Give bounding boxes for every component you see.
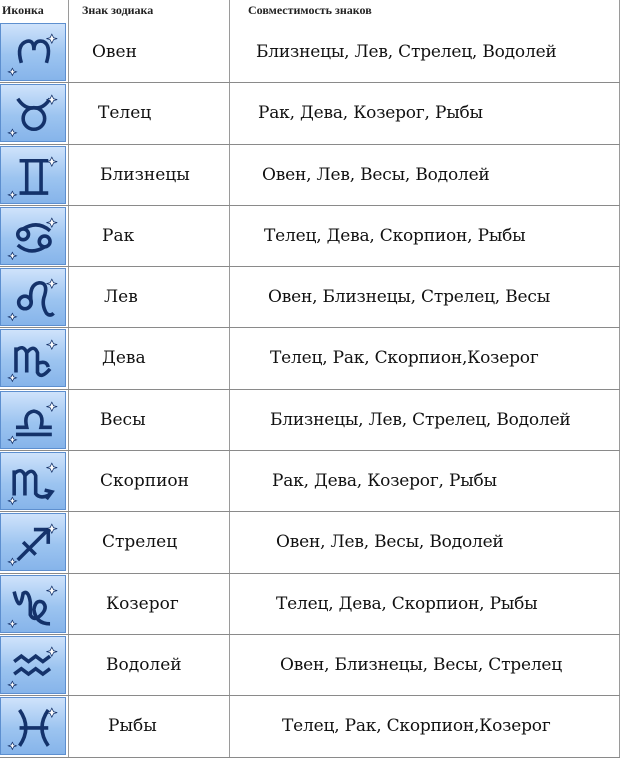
libra-icon: [0, 391, 66, 449]
virgo-icon: [0, 329, 66, 387]
table-row: [0, 635, 620, 696]
table-body: [0, 22, 620, 758]
compatible-signs: Овен, Лев, Весы, Водолей: [262, 164, 490, 185]
table-row: [0, 390, 620, 451]
sign-name: Лев: [104, 287, 138, 308]
sign-name: Дева: [102, 348, 146, 369]
capricorn-icon: [0, 575, 66, 633]
sign-name: Телец: [98, 103, 152, 124]
sagittarius-icon: [0, 513, 66, 571]
taurus-icon: [0, 84, 66, 142]
table-row: [0, 145, 620, 206]
cancer-icon: [0, 207, 66, 265]
sign-name: Близнецы: [100, 164, 190, 185]
table-row: [0, 328, 620, 389]
sign-name: Овен: [92, 42, 137, 62]
compatible-signs: Овен, Близнецы, Стрелец, Весы: [268, 287, 551, 308]
compatible-signs: Телец, Рак, Скорпион,Козерог: [270, 348, 539, 369]
compatible-signs: Овен, Близнецы, Весы, Стрелец: [280, 654, 563, 675]
scorpio-icon: [0, 452, 66, 510]
sign-name: Козерог: [106, 593, 179, 614]
compatible-signs: Телец, Дева, Скорпион, Рыбы: [264, 225, 526, 246]
aquarius-icon: [0, 636, 66, 694]
compatible-signs: Телец, Рак, Скорпион,Козерог: [282, 716, 551, 737]
sign-name: Рак: [102, 225, 135, 246]
header-sign-column: Знак зодиака: [82, 3, 154, 17]
compatible-signs: Телец, Дева, Скорпион, Рыбы: [276, 593, 538, 614]
table-row: [0, 83, 620, 144]
aries-icon: [0, 23, 66, 81]
table-row: [0, 512, 620, 573]
sign-name: Водолей: [106, 654, 182, 675]
compatible-signs: Рак, Дева, Козерог, Рыбы: [272, 471, 497, 492]
table-row: [0, 22, 620, 83]
table-row: [0, 696, 620, 757]
header-compat-column: Совместимость знаков: [248, 3, 372, 17]
sign-name: Стрелец: [102, 532, 178, 553]
table-row: [0, 206, 620, 267]
gemini-icon: [0, 146, 66, 204]
sign-name: Скорпион: [100, 471, 189, 492]
table-row: [0, 451, 620, 512]
compatible-signs: Овен, Лев, Весы, Водолей: [276, 532, 504, 553]
leo-icon: [0, 268, 66, 326]
sign-name: Весы: [100, 409, 146, 430]
compatible-signs: Близнецы, Лев, Стрелец, Водолей: [270, 409, 571, 430]
row-divider: [0, 757, 620, 758]
sign-name: Рыбы: [108, 716, 157, 737]
header-icon-column: Иконка: [2, 3, 44, 17]
compatible-signs: Близнецы, Лев, Стрелец, Водолей: [256, 42, 557, 62]
pisces-icon: [0, 697, 66, 755]
table-row: [0, 574, 620, 635]
compatible-signs: Рак, Дева, Козерог, Рыбы: [258, 103, 483, 124]
table-header: [0, 0, 620, 22]
table-row: [0, 267, 620, 328]
